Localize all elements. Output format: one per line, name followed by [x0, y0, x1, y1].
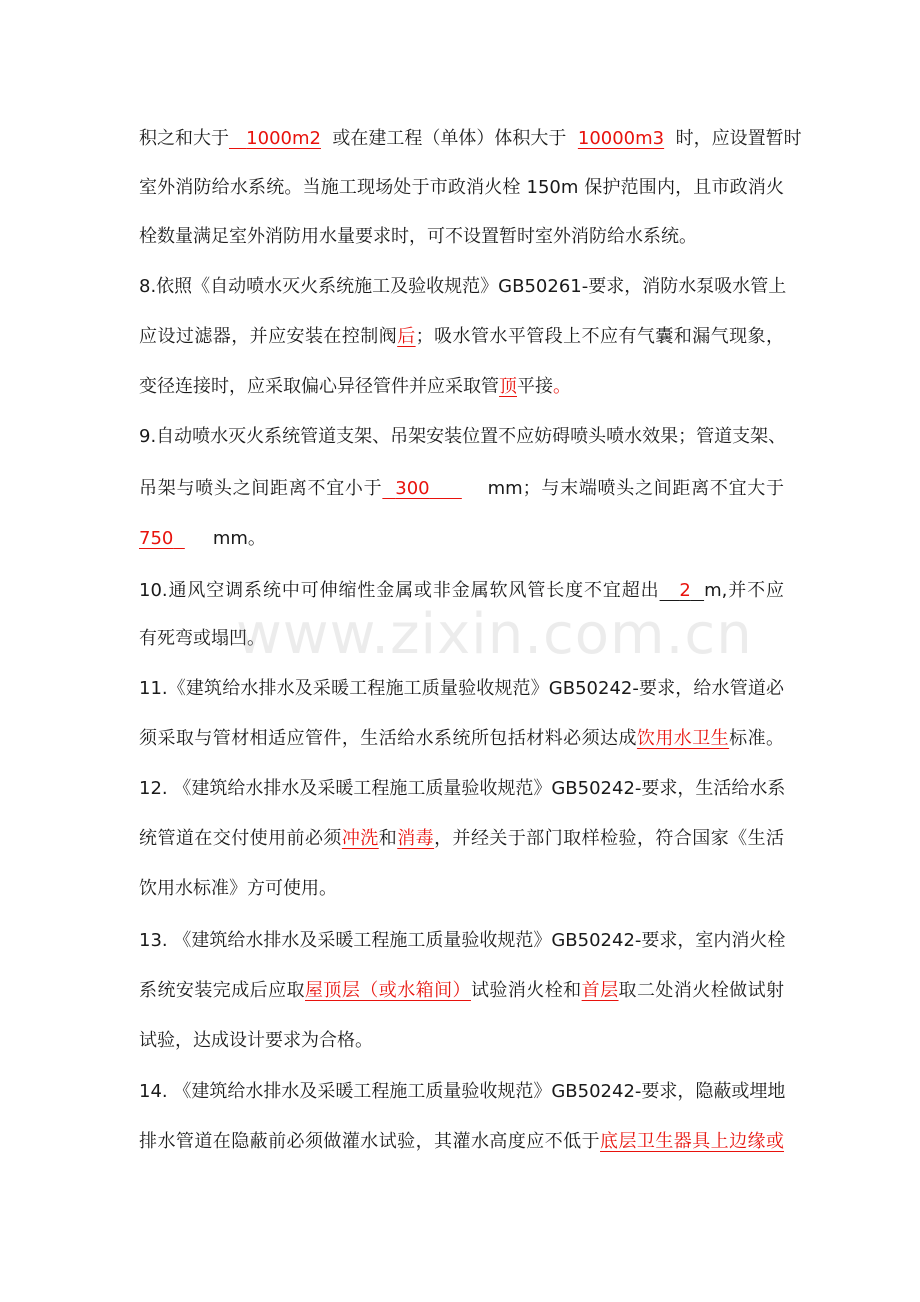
text-line-14: 12. 《建筑给水排水及采暖工程施工质量验收规范》GB50242-要求，生活给水系 [139, 778, 786, 799]
answer-blank-area: 1000m2 [246, 128, 321, 149]
text-line-2: 室外消防给水系统。当施工现场处于市政消火栓 150m 保护范围内，且市政消火 [139, 177, 784, 198]
text-line-9: 750 mm。 [139, 528, 266, 549]
text-line-8: 吊架与喷头之间距离不宜小于 300 mm；与末端喷头之间距离不宜大于 [139, 478, 785, 499]
answer-roof-floor: 屋顶层（或水箱间） [304, 980, 471, 1001]
text-line-18: 系统安装完成后应取屋顶层（或水箱间）试验消火栓和首层取二处消火栓做试射 [139, 980, 785, 1001]
text-line-10: 10.通风空调系统中可伸缩性金属或非金属软风管长度不宜超出 2 m,并不应 [139, 580, 784, 601]
answer-flush: 冲洗 [341, 828, 379, 849]
text-line-4: 8.依照《自动喷水灭火系统施工及验收规范》GB50261-要求，消防水泵吸水管上 [139, 276, 787, 297]
answer-hose-length: 2 [679, 580, 691, 601]
answer-after: 后 [397, 326, 416, 347]
answer-max-distance: 750 [139, 528, 174, 549]
text-line-15: 统管道在交付使用前必须冲洗和消毒，并经关于部门取样检验，符合国家《生活 [139, 828, 785, 849]
watermark: www.zixin.com.cn [236, 602, 753, 667]
text-line-5: 应设过滤器，并应安装在控制阀后；吸水管水平管段上不应有气囊和漏气现象， [139, 326, 785, 347]
text-line-11: 有死弯或塌凹。 [139, 628, 265, 649]
text-line-1: 积之和大于 1000m2 或在建工程（单体）体积大于 10000m3 时，应设置暂时 [139, 128, 802, 149]
text-line-3: 栓数量满足室外消防用水量要求时，可不设置暂时室外消防给水系统。 [139, 226, 697, 247]
text-line-13: 须采取与管材相适应管件，生活给水系统所包括材料必须达成饮用水卫生标准。 [139, 728, 785, 749]
answer-drinking-water: 饮用水卫生 [636, 728, 730, 749]
text-line-6: 变径连接时，应采取偏心异径管件并应采取管顶平接。 [139, 376, 571, 397]
text-line-21: 排水管道在隐蔽前必须做灌水试验，其灌水高度应不低于底层卫生器具上边缘或 [139, 1131, 785, 1152]
answer-top: 顶 [499, 376, 517, 397]
text-line-19: 试验，达成设计要求为合格。 [139, 1030, 373, 1051]
text-line-16: 饮用水标准》方可使用。 [139, 878, 337, 899]
text-line-12: 11.《建筑给水排水及采暖工程施工质量验收规范》GB50242-要求，给水管道必 [139, 678, 784, 699]
text-line-7: 9.自动喷水灭火系统管道支架、吊架安装位置不应妨碍喷头喷水效果；管道支架、 [139, 426, 787, 447]
answer-disinfect: 消毒 [397, 828, 435, 849]
answer-min-distance: 300 [395, 478, 430, 499]
answer-first-floor: 首层 [581, 980, 619, 1001]
answer-fixture-edge: 底层卫生器具上边缘或 [600, 1131, 785, 1152]
text-line-20: 14. 《建筑给水排水及采暖工程施工质量验收规范》GB50242-要求，隐蔽或埋地 [139, 1081, 786, 1102]
answer-blank-volume: 10000m3 [577, 128, 665, 149]
text-line-17: 13. 《建筑给水排水及采暖工程施工质量验收规范》GB50242-要求，室内消火栓 [139, 930, 786, 951]
